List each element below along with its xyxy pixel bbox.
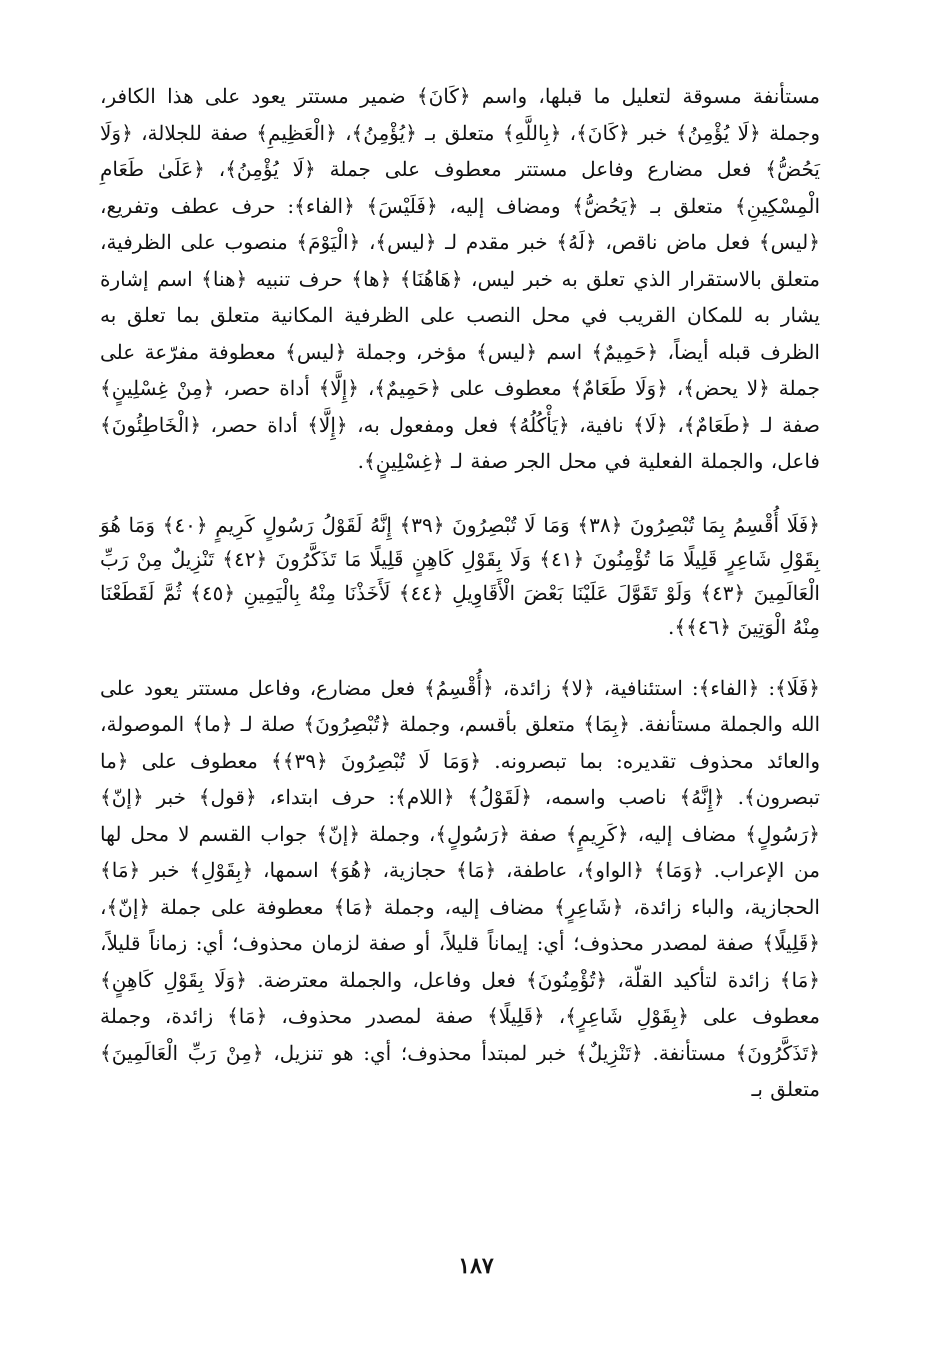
- quran-verse-block: ﴿فَلَا أُقْسِمُ بِمَا تُبْصِرُونَ ﴿٣٨﴾ وَمَا لَا تُبْصِرُونَ ﴿٣٩﴾ إِنَّهُ لَقَوْلُ رَسُولٍ كَرِيمٍ ﴿٤٠﴾ وَمَا هُوَ بِقَوْلِ شَاعِرٍ قَلِيلًا مَا تُؤْمِنُونَ ﴿٤١﴾ وَلَا بِقَوْلِ كَاهِنٍ قَلِيلًا مَا تَذَكَّرُونَ ﴿٤٢﴾ تَنْزِيلٌ مِنْ رَبِّ الْعَالَمِينَ ﴿٤٣﴾ وَلَوْ تَقَوَّلَ عَلَيْنَا بَعْضَ الْأَقَاوِيلِ ﴿٤٤﴾ لَأَخَذْنَا مِنْهُ بِالْيَمِينِ ﴿٤٥﴾ ثُمَّ لَقَطَعْنَا مِنْهُ الْوَتِينَ ﴿٤٦﴾﴾.: [100, 512, 820, 639]
- page-number: ١٨٧: [458, 1253, 494, 1279]
- commentary-paragraph-1: مستأنفة مسوقة لتعليل ما قبلها، واسم ﴿كَانَ﴾ ضمير مستتر يعود على هذا الكافر، وجملة ﴿لَا يُؤْمِنُ﴾ خبر ﴿كَانَ﴾، ﴿بِاللَّهِ﴾ متعلق بـ ﴿يُؤْمِنُ﴾، ﴿الْعَظِيمِ﴾ صفة للجلالة، ﴿وَلَا يَحُضُّ﴾ فعل مضارع وفاعل مستتر معطوف على جملة ﴿لَا يُؤْمِنُ﴾، ﴿عَلَىٰ طَعَامِ الْمِسْكِينِ﴾ متعلق بـ ﴿يَحُضُّ﴾ ومضاف إليه، ﴿فَلَيْسَ﴾ ﴿الفاء﴾: حرف عطف وتفريع، ﴿ليس﴾ فعل ماض ناقص، ﴿لَهُ﴾ خبر مقدم لـ ﴿ليس﴾، ﴿الْيَوْمَ﴾ منصوب على الظرفية، متعلق بالاستقرار الذي تعلق به خبر ليس، ﴿هَاهُنَا﴾ ﴿ها﴾ حرف تنبيه ﴿هنا﴾ اسم إشارة يشار به للمكان القريب في محل النصب على الظرفية المكانية متعلق بما تعلق به الظرف قبله أيضاً، ﴿حَمِيمٌ﴾ اسم ﴿ليس﴾ مؤخر، وجملة ﴿ليس﴾ معطوفة مفرّعة على جملة ﴿لا يحض﴾، ﴿وَلَا طَعَامٌ﴾ معطوف على ﴿حَمِيمٌ﴾، ﴿إِلَّا﴾ أداة حصر، ﴿مِنْ غِسْلِينٍ﴾ صفة لـ ﴿طَعَامٌ﴾، ﴿لَا﴾ نافية، ﴿يَأْكُلُهُ﴾ فعل ومفعول به، ﴿إِلَّا﴾ أداة حصر، ﴿الْخَاطِئُونَ﴾ فاعل، والجملة الفعلية في محل الجر صفة لـ ﴿غِسْلِينٍ﴾.: [100, 84, 820, 473]
- page-body: [100, 78, 820, 1108]
- commentary-paragraph-2: ﴿فَلَا﴾: ﴿الفاء﴾: استئنافية، ﴿لا﴾ زائدة، ﴿أُقْسِمُ﴾ فعل مضارع، وفاعل مستتر يعود على الله والجملة مستأنفة. ﴿بِمَا﴾ متعلق بأقسم، وجملة ﴿تُبْصِرُونَ﴾ صلة لـ ﴿ما﴾ الموصولة، والعائد محذوف تقديره: بما تبصرونه. ﴿وَمَا لَا تُبْصِرُونَ ﴿٣٩﴾﴾ معطوف على ﴿ما تبصرون﴾. ﴿إِنَّهُ﴾ ناصب واسمه، ﴿لَقَوْلُ﴾ ﴿اللام﴾: حرف ابتداء، ﴿قول﴾ خبر ﴿إنّ﴾ ﴿رَسُولٍ﴾ مضاف إليه، ﴿كَرِيمٍ﴾ صفة ﴿رَسُولٍ﴾، وجملة ﴿إنّ﴾ جواب القسم لا محل لها من الإعراب. ﴿وَمَا﴾ ﴿الواو﴾، عاطفة، ﴿مَا﴾ حجازية، ﴿هُوَ﴾ اسمها، ﴿بِقَوْلِ﴾ خبر ﴿مَا﴾ الحجازية، والباء زائدة، ﴿شَاعِرٍ﴾ مضاف إليه، وجملة ﴿مَا﴾ معطوفة على جملة ﴿إنّ﴾، ﴿قَلِيلًا﴾ صفة لمصدر محذوف؛ أي: إيماناً قليلاً، أو صفة لزمان محذوف؛ أي: زماناً قليلاً، ﴿مَا﴾ زائدة لتأكيد القلّة، ﴿تُؤْمِنُونَ﴾ فعل وفاعل، والجملة معترضة. ﴿وَلَا بِقَوْلِ كَاهِنٍ﴾ معطوف على ﴿بِقَوْلِ شَاعِرٍ﴾، ﴿قَلِيلًا﴾ صفة لمصدر محذوف، ﴿مَا﴾ زائدة، وجملة ﴿تَذَكَّرُونَ﴾ مستأنفة. ﴿تَنْزِيلٌ﴾ خبر لمبتدأ محذوف؛ أي: هو تنزيل، ﴿مِنْ رَبِّ الْعَالَمِينَ﴾ متعلق بـ: [100, 675, 820, 1101]
